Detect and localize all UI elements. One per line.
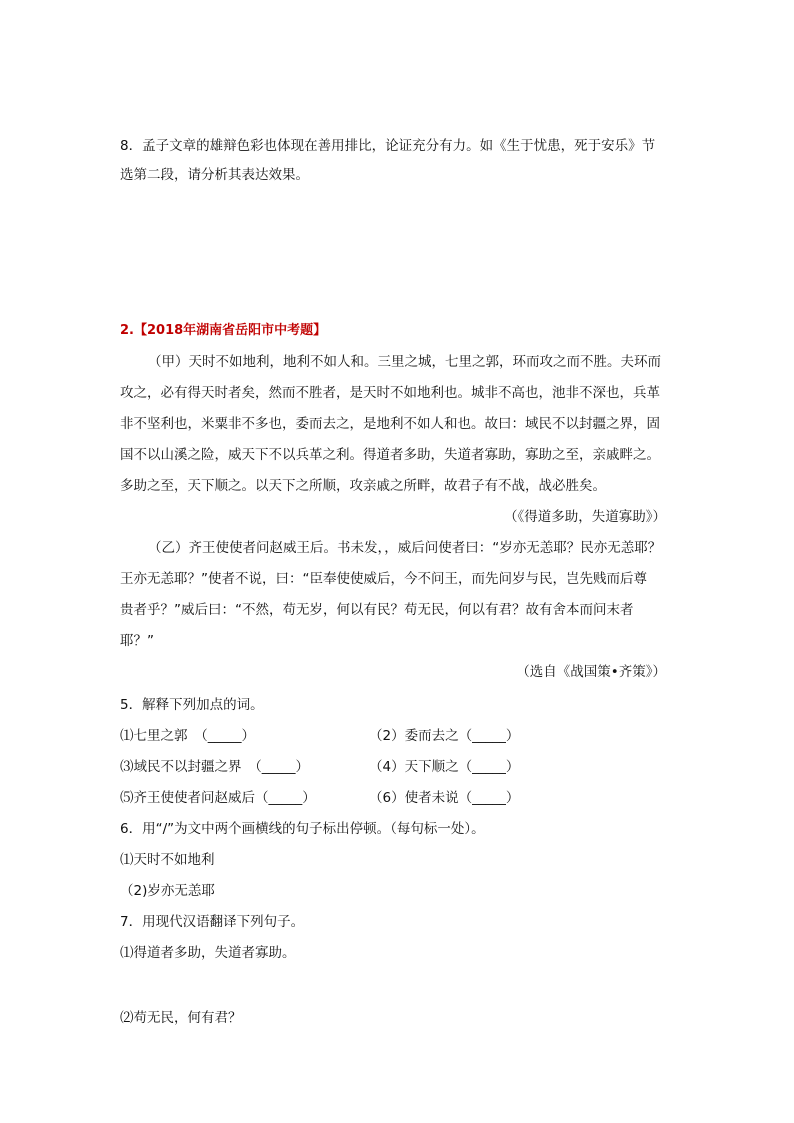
passage-a-source: （《得道多助，失道寡助》） bbox=[504, 509, 666, 525]
passage-a-line: 多助之至，天下顺之。以天下之所顺，攻亲戚之所畔，故君子有不战，战必胜矣。 bbox=[120, 478, 606, 494]
question-6-title: 6．用“/”为文中两个画横线的句子标出停顿。（每句标一处）。 bbox=[120, 821, 485, 837]
passage-a-line: （甲）天时不如地利，地利不如人和。三里之城，七里之郭，环而攻之而不胜。夫环而 bbox=[148, 354, 661, 370]
question-7-item: ⑴得道者多助，失道者寡助。 bbox=[120, 945, 296, 961]
passage-b-line: 耶？” bbox=[120, 633, 154, 649]
passage-b-line: （乙）齐王使使者问赵威王后。书未发，，威后问使者曰：“岁亦无恙耶？民亦无恙耶？ bbox=[148, 540, 662, 556]
question-5-item: ⑸齐王使使者问赵威后（_____） bbox=[120, 790, 316, 806]
question-5-item: ⑴七里之郭 （_____） bbox=[120, 728, 255, 744]
question-5-title: 5．解释下列加点的词。 bbox=[120, 697, 264, 713]
question-8-line1: 8．孟子文章的雄辩色彩也体现在善用排比，论证充分有力。如《生于忧患，死于安乐》节 bbox=[120, 138, 656, 154]
question-5-item: ⑶域民不以封疆之界 （_____） bbox=[120, 759, 309, 775]
passage-a-line: 非不坚利也，米粟非不多也，委而去之，是地利不如人和也。故曰：域民不以封疆之界，固 bbox=[120, 416, 660, 432]
question-8-line2: 选第二段，请分析其表达效果。 bbox=[120, 167, 309, 183]
passage-a-line: 国不以山溪之险，威天下不以兵革之利。得道者多助，失道者寡助，寡助之至，亲戚畔之。 bbox=[120, 447, 660, 463]
passage-b-line: 王亦无恙耶？”使者不说，曰：“臣奉使使威后，今不问王，而先问岁与民，岂先贱而后尊 bbox=[120, 571, 647, 587]
question-5-item: （6）使者未说（_____） bbox=[369, 790, 520, 806]
passage-a-line: 攻之，必有得天时者矣，然而不胜者，是天时不如地利也。城非不高也，池非不深也，兵革 bbox=[120, 385, 660, 401]
section-title: 2.【2018年湖南省岳阳市中考题】 bbox=[120, 323, 327, 338]
passage-b-source: （选自《战国策•齐策》） bbox=[516, 664, 666, 680]
question-7-item: ⑵苟无民，何有君？ bbox=[120, 1010, 242, 1026]
question-6-item: （2)岁亦无恙耶 bbox=[120, 883, 215, 899]
question-6-item: ⑴天时不如地利 bbox=[120, 852, 215, 868]
question-5-item: （4）天下顺之（_____） bbox=[369, 759, 520, 775]
question-7-title: 7．用现代汉语翻译下列句子。 bbox=[120, 914, 305, 930]
passage-b-line: 贵者乎？”威后曰：“不然，苟无岁，何以有民？苟无民，何以有君？故有舍本而问末者 bbox=[120, 602, 634, 618]
question-5-item: （2）委而去之（_____） bbox=[369, 728, 520, 744]
